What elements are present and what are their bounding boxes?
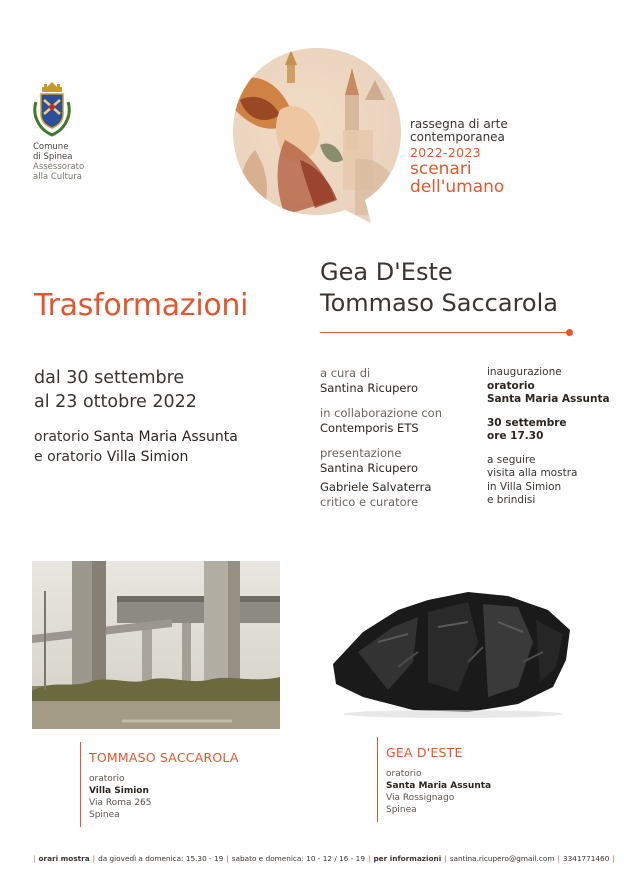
- caption-saccarola-name: TOMMASO SACCAROLA: [89, 750, 239, 765]
- series-years: 2022-2023: [410, 145, 481, 160]
- caption-deste-line1: oratorio: [386, 769, 422, 779]
- opening-column: [487, 366, 617, 508]
- caption-saccarola-line3: Via Roma 265: [89, 798, 152, 808]
- opening-date: 30 settembre: [487, 416, 567, 429]
- series-tag1: scenari: [410, 159, 472, 179]
- collaboration-label: in collaborazione con: [320, 406, 442, 420]
- opening-label: inaugurazione: [487, 366, 562, 378]
- presenter-2-role: critico e curatore: [320, 495, 419, 509]
- date-line1: dal 30 settembre: [34, 368, 185, 388]
- divider-line: [320, 332, 572, 333]
- series-tagline: [410, 160, 504, 196]
- artist-name-1: Gea D'Este: [320, 258, 453, 286]
- footer-phone: 3341771460: [562, 854, 610, 863]
- municipality-line1: Comune: [33, 142, 69, 152]
- artist-names: [320, 257, 558, 319]
- footer-info-label: per informazioni: [373, 854, 442, 863]
- venue-2-name: Villa Simion: [106, 449, 189, 465]
- date-line2: al 23 ottobre 2022: [34, 392, 197, 412]
- series-line1: rassegna di arte: [410, 117, 508, 131]
- caption-saccarola-line4: Spinea: [89, 810, 120, 820]
- presenter-1: Santina Ricupero: [320, 461, 419, 475]
- presenter-2: Gabriele Salvaterra: [320, 480, 432, 494]
- caption-deste-line4: Spinea: [386, 805, 417, 815]
- series-line2: contemporanea: [410, 130, 505, 144]
- caption-deste: [377, 737, 491, 822]
- caption-deste-name: GEA D'ESTE: [386, 745, 463, 760]
- series-description: [410, 118, 508, 144]
- municipal-crest-logo: [30, 80, 74, 140]
- opening-venue-line1: oratorio: [487, 379, 535, 392]
- black-sculpture-photo: [318, 572, 580, 722]
- municipality-line2: di Spinea: [33, 152, 73, 162]
- follow-line3: in Villa Simion: [487, 480, 562, 493]
- collaboration-name: Contemporis ETS: [320, 421, 419, 435]
- department-line1: Assessorato: [33, 162, 85, 172]
- curator-name: Santina Ricupero: [320, 381, 419, 395]
- credits-column: [320, 366, 470, 510]
- footer-hours-weekdays: da giovedì a domenica: 15.30 - 19: [98, 854, 224, 863]
- artist-name-2: Tommaso Saccarola: [320, 289, 558, 317]
- exhibition-dates: [34, 366, 197, 414]
- footer-email: santina.ricupero@gmail.com: [449, 854, 555, 863]
- presentation-label: presentazione: [320, 446, 402, 460]
- footer-info: | orari mostra | da giovedì a domenica: 15.30 - 19 | sabato e domenica: 10 - 12 / 16 - 19 | per informazioni | santina.ricupero@gmail.com | 3341771460 |: [33, 854, 615, 863]
- venue-1-prefix: oratorio: [34, 429, 94, 445]
- venue-1-name: Santa Maria Assunta: [93, 429, 238, 445]
- opening-venue-line2: Santa Maria Assunta: [487, 393, 610, 405]
- department-line2: alla Cultura: [33, 172, 82, 182]
- follow-line2: visita alla mostra: [487, 467, 578, 479]
- caption-saccarola: [80, 742, 239, 827]
- opening-time: ore 17.30: [487, 430, 544, 442]
- series-tag2: dell'umano: [410, 177, 505, 197]
- venue-2: [34, 447, 238, 467]
- municipality-label: [33, 142, 84, 182]
- follow-line1: a seguire: [487, 453, 536, 466]
- follow-line4: e brindisi: [487, 494, 536, 506]
- footer-hours-weekend: sabato e domenica: 10 - 12 / 16 - 19: [231, 854, 365, 863]
- exhibition-venues: [34, 427, 238, 467]
- curator-label: a cura di: [320, 366, 371, 380]
- venue-1: [34, 427, 238, 447]
- caption-deste-line2: Santa Maria Assunta: [386, 781, 492, 791]
- caption-deste-line3: Via Rossignago: [386, 793, 455, 803]
- fresco-speech-bubble-image: [225, 40, 410, 225]
- caption-saccarola-line2: Villa Simion: [89, 786, 149, 796]
- divider-dot: [566, 329, 573, 336]
- venue-2-prefix: e oratorio: [34, 449, 107, 465]
- caption-saccarola-line1: oratorio: [89, 774, 125, 784]
- overpass-photo: [32, 561, 280, 729]
- footer-hours-label: orari mostra: [38, 854, 90, 863]
- exhibition-title: Trasformazioni: [34, 288, 249, 323]
